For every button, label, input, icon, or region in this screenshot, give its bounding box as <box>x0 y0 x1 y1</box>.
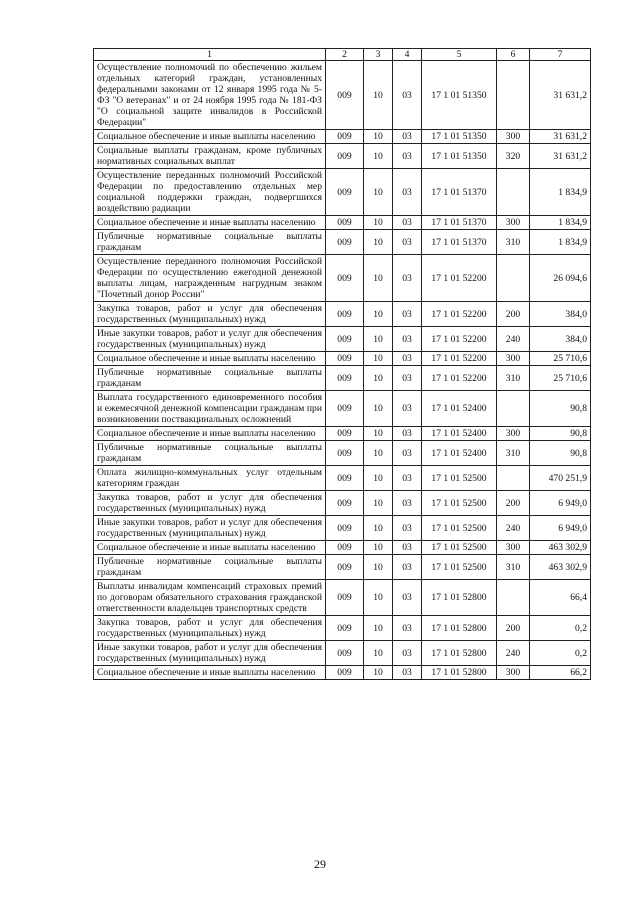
row-amount: 1 834,9 <box>530 216 591 230</box>
row-expense-type: 300 <box>497 352 530 366</box>
row-section-code: 10 <box>364 230 393 255</box>
row-name: Осуществление полномочий по обеспечению жильем отдельных категорий граждан, установленных федеральными законами от 12 января 1995 года № 5-ФЗ "О ветеранах" и от 24 ноября 1995 года № 181-ФЗ "О социальной защите инвалидов в Российской Федерации" <box>94 61 326 130</box>
row-name: Социальное обеспечение и иные выплаты населению <box>94 216 326 230</box>
row-amount: 384,0 <box>530 302 591 327</box>
row-target-article: 17 1 01 51370 <box>422 169 497 216</box>
table-row <box>94 352 591 366</box>
row-amount: 470 251,9 <box>530 466 591 491</box>
row-subsection-code: 03 <box>393 144 422 169</box>
row-target-article: 17 1 01 52500 <box>422 491 497 516</box>
row-name: Иные закупки товаров, работ и услуг для обеспечения государственных (муниципальных) нужд <box>94 327 326 352</box>
row-section-code: 10 <box>364 641 393 666</box>
row-amount: 6 949,0 <box>530 491 591 516</box>
row-section-code: 10 <box>364 580 393 616</box>
table-row <box>94 616 591 641</box>
row-target-article: 17 1 01 51350 <box>422 144 497 169</box>
row-ministry-code: 009 <box>326 516 364 541</box>
row-target-article: 17 1 01 52200 <box>422 352 497 366</box>
row-target-article: 17 1 01 51350 <box>422 130 497 144</box>
header-col-5: 5 <box>422 49 497 61</box>
table-row <box>94 427 591 441</box>
row-subsection-code: 03 <box>393 130 422 144</box>
row-amount: 66,4 <box>530 580 591 616</box>
row-ministry-code: 009 <box>326 130 364 144</box>
row-amount: 31 631,2 <box>530 61 591 130</box>
row-subsection-code: 03 <box>393 327 422 352</box>
row-amount: 0,2 <box>530 616 591 641</box>
row-ministry-code: 009 <box>326 580 364 616</box>
header-col-7: 7 <box>530 49 591 61</box>
row-amount: 463 302,9 <box>530 541 591 555</box>
row-section-code: 10 <box>364 616 393 641</box>
row-expense-type: 320 <box>497 144 530 169</box>
table-row <box>94 491 591 516</box>
table-body <box>94 61 591 680</box>
row-amount: 25 710,6 <box>530 366 591 391</box>
row-target-article: 17 1 01 51370 <box>422 216 497 230</box>
row-expense-type: 300 <box>497 427 530 441</box>
row-expense-type: 240 <box>497 516 530 541</box>
row-expense-type: 240 <box>497 641 530 666</box>
row-expense-type: 310 <box>497 555 530 580</box>
row-ministry-code: 009 <box>326 366 364 391</box>
row-ministry-code: 009 <box>326 427 364 441</box>
row-name: Социальное обеспечение и иные выплаты населению <box>94 130 326 144</box>
row-expense-type: 300 <box>497 666 530 680</box>
row-ministry-code: 009 <box>326 302 364 327</box>
row-expense-type <box>497 391 530 427</box>
row-ministry-code: 009 <box>326 144 364 169</box>
table-row <box>94 516 591 541</box>
row-ministry-code: 009 <box>326 169 364 216</box>
row-subsection-code: 03 <box>393 491 422 516</box>
row-amount: 31 631,2 <box>530 144 591 169</box>
row-section-code: 10 <box>364 144 393 169</box>
table-header-row <box>94 49 591 61</box>
row-section-code: 10 <box>364 427 393 441</box>
row-ministry-code: 009 <box>326 616 364 641</box>
row-name: Социальное обеспечение и иные выплаты населению <box>94 352 326 366</box>
header-col-6: 6 <box>497 49 530 61</box>
row-target-article: 17 1 01 52400 <box>422 441 497 466</box>
row-name: Осуществление переданного полномочия Российской Федерации по осуществлению ежегодной денежной выплаты лицам, награжденным нагрудным знаком "Почетный донор России" <box>94 255 326 302</box>
row-section-code: 10 <box>364 302 393 327</box>
row-expense-type: 300 <box>497 541 530 555</box>
row-expense-type: 240 <box>497 327 530 352</box>
row-name: Социальное обеспечение и иные выплаты населению <box>94 541 326 555</box>
table-row <box>94 61 591 130</box>
row-expense-type <box>497 169 530 216</box>
row-expense-type <box>497 61 530 130</box>
row-amount: 463 302,9 <box>530 555 591 580</box>
row-subsection-code: 03 <box>393 169 422 216</box>
row-ministry-code: 009 <box>326 466 364 491</box>
row-section-code: 10 <box>364 541 393 555</box>
row-name: Публичные нормативные социальные выплаты гражданам <box>94 555 326 580</box>
row-subsection-code: 03 <box>393 666 422 680</box>
table-row <box>94 216 591 230</box>
row-expense-type: 200 <box>497 491 530 516</box>
row-expense-type: 200 <box>497 302 530 327</box>
row-amount: 66,2 <box>530 666 591 680</box>
row-target-article: 17 1 01 52500 <box>422 555 497 580</box>
row-subsection-code: 03 <box>393 441 422 466</box>
row-name: Оплата жилищно-коммунальных услуг отдельным категориям граждан <box>94 466 326 491</box>
row-subsection-code: 03 <box>393 516 422 541</box>
row-amount: 31 631,2 <box>530 130 591 144</box>
row-subsection-code: 03 <box>393 427 422 441</box>
row-name: Выплата государственного единовременного пособия и ежемесячной денежной компенсации гражданам при возникновении поствакцинальных осложнений <box>94 391 326 427</box>
table-row <box>94 169 591 216</box>
row-name: Социальное обеспечение и иные выплаты населению <box>94 666 326 680</box>
table-row <box>94 541 591 555</box>
row-ministry-code: 009 <box>326 327 364 352</box>
table-row <box>94 580 591 616</box>
row-subsection-code: 03 <box>393 580 422 616</box>
page-number: 29 <box>314 857 326 871</box>
row-target-article: 17 1 01 52500 <box>422 466 497 491</box>
row-name: Социальные выплаты гражданам, кроме публичных нормативных социальных выплат <box>94 144 326 169</box>
row-expense-type: 200 <box>497 616 530 641</box>
row-target-article: 17 1 01 51370 <box>422 230 497 255</box>
table-row <box>94 302 591 327</box>
table-row <box>94 666 591 680</box>
row-ministry-code: 009 <box>326 255 364 302</box>
row-name: Публичные нормативные социальные выплаты гражданам <box>94 230 326 255</box>
row-target-article: 17 1 01 52500 <box>422 516 497 541</box>
row-section-code: 10 <box>364 169 393 216</box>
row-subsection-code: 03 <box>393 391 422 427</box>
row-target-article: 17 1 01 52800 <box>422 666 497 680</box>
row-target-article: 17 1 01 51350 <box>422 61 497 130</box>
row-amount: 384,0 <box>530 327 591 352</box>
row-section-code: 10 <box>364 555 393 580</box>
row-name: Публичные нормативные социальные выплаты гражданам <box>94 441 326 466</box>
row-name: Иные закупки товаров, работ и услуг для обеспечения государственных (муниципальных) нужд <box>94 516 326 541</box>
row-target-article: 17 1 01 52200 <box>422 366 497 391</box>
row-name: Публичные нормативные социальные выплаты гражданам <box>94 366 326 391</box>
row-ministry-code: 009 <box>326 61 364 130</box>
row-ministry-code: 009 <box>326 352 364 366</box>
table-row <box>94 391 591 427</box>
row-expense-type: 300 <box>497 130 530 144</box>
row-ministry-code: 009 <box>326 230 364 255</box>
row-ministry-code: 009 <box>326 541 364 555</box>
row-amount: 26 094,6 <box>530 255 591 302</box>
row-name: Закупка товаров, работ и услуг для обеспечения государственных (муниципальных) нужд <box>94 491 326 516</box>
row-section-code: 10 <box>364 352 393 366</box>
row-name: Иные закупки товаров, работ и услуг для обеспечения государственных (муниципальных) нужд <box>94 641 326 666</box>
row-subsection-code: 03 <box>393 541 422 555</box>
header-col-2: 2 <box>326 49 364 61</box>
row-target-article: 17 1 01 52200 <box>422 255 497 302</box>
row-expense-type: 310 <box>497 230 530 255</box>
row-amount: 90,8 <box>530 391 591 427</box>
row-section-code: 10 <box>364 255 393 302</box>
header-col-1: 1 <box>94 49 326 61</box>
row-subsection-code: 03 <box>393 255 422 302</box>
row-name: Закупка товаров, работ и услуг для обеспечения государственных (муниципальных) нужд <box>94 616 326 641</box>
row-expense-type <box>497 255 530 302</box>
row-section-code: 10 <box>364 391 393 427</box>
row-ministry-code: 009 <box>326 391 364 427</box>
row-section-code: 10 <box>364 130 393 144</box>
row-subsection-code: 03 <box>393 216 422 230</box>
row-ministry-code: 009 <box>326 216 364 230</box>
row-amount: 6 949,0 <box>530 516 591 541</box>
table-row <box>94 366 591 391</box>
table-row <box>94 327 591 352</box>
row-section-code: 10 <box>364 666 393 680</box>
row-target-article: 17 1 01 52500 <box>422 541 497 555</box>
table-row <box>94 466 591 491</box>
row-name: Осуществление переданных полномочий Российской Федерации по предоставлению отдельных мер социальной поддержки граждан, подвергшихся воздействию радиации <box>94 169 326 216</box>
row-amount: 0,2 <box>530 641 591 666</box>
row-amount: 1 834,9 <box>530 169 591 216</box>
row-subsection-code: 03 <box>393 302 422 327</box>
row-name: Закупка товаров, работ и услуг для обеспечения государственных (муниципальных) нужд <box>94 302 326 327</box>
row-expense-type <box>497 580 530 616</box>
row-target-article: 17 1 01 52200 <box>422 302 497 327</box>
row-subsection-code: 03 <box>393 616 422 641</box>
row-name: Выплаты инвалидам компенсаций страховых премий по договорам обязательного страхования гражданской ответственности владельцев транспортных средств <box>94 580 326 616</box>
row-expense-type: 310 <box>497 441 530 466</box>
row-amount: 25 710,6 <box>530 352 591 366</box>
row-section-code: 10 <box>364 491 393 516</box>
table-row <box>94 641 591 666</box>
table-row <box>94 441 591 466</box>
row-subsection-code: 03 <box>393 466 422 491</box>
table-row <box>94 144 591 169</box>
row-target-article: 17 1 01 52400 <box>422 391 497 427</box>
row-target-article: 17 1 01 52800 <box>422 641 497 666</box>
row-expense-type: 310 <box>497 366 530 391</box>
row-target-article: 17 1 01 52800 <box>422 580 497 616</box>
row-name: Социальное обеспечение и иные выплаты населению <box>94 427 326 441</box>
budget-table <box>93 48 591 680</box>
row-subsection-code: 03 <box>393 230 422 255</box>
row-expense-type: 300 <box>497 216 530 230</box>
table-row <box>94 230 591 255</box>
row-section-code: 10 <box>364 366 393 391</box>
row-target-article: 17 1 01 52400 <box>422 427 497 441</box>
row-subsection-code: 03 <box>393 641 422 666</box>
row-amount: 90,8 <box>530 441 591 466</box>
row-section-code: 10 <box>364 327 393 352</box>
row-expense-type <box>497 466 530 491</box>
table-row <box>94 555 591 580</box>
row-section-code: 10 <box>364 516 393 541</box>
row-section-code: 10 <box>364 441 393 466</box>
row-ministry-code: 009 <box>326 555 364 580</box>
row-subsection-code: 03 <box>393 555 422 580</box>
row-section-code: 10 <box>364 216 393 230</box>
row-section-code: 10 <box>364 466 393 491</box>
row-section-code: 10 <box>364 61 393 130</box>
row-amount: 1 834,9 <box>530 230 591 255</box>
row-target-article: 17 1 01 52800 <box>422 616 497 641</box>
row-ministry-code: 009 <box>326 641 364 666</box>
table-row <box>94 130 591 144</box>
row-target-article: 17 1 01 52200 <box>422 327 497 352</box>
table-row <box>94 255 591 302</box>
row-amount: 90,8 <box>530 427 591 441</box>
row-subsection-code: 03 <box>393 61 422 130</box>
header-col-3: 3 <box>364 49 393 61</box>
row-ministry-code: 009 <box>326 491 364 516</box>
header-col-4: 4 <box>393 49 422 61</box>
row-subsection-code: 03 <box>393 352 422 366</box>
row-subsection-code: 03 <box>393 366 422 391</box>
row-ministry-code: 009 <box>326 666 364 680</box>
row-ministry-code: 009 <box>326 441 364 466</box>
